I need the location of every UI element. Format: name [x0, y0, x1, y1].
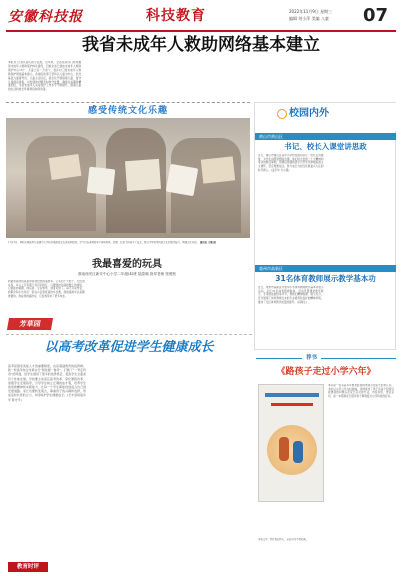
essay-teacher-label: 芳草园	[7, 318, 53, 330]
photo-banner	[6, 102, 250, 114]
newspaper-brand: 安徽科技报	[8, 9, 83, 25]
brief1-author: (孟宇华 方小强)	[270, 168, 290, 172]
masthead-rule	[6, 30, 396, 32]
feature-body: 高考是国家选拔人才的重要制度，也是基础教育的指挥棒。新一轮高考综合改革实行“两依据一参考”，打破了“一考定终身”的局面，给学生提供了更多的选择机会，促进学生全面而有个性地发展。学校要主动适应高考改革，深化课程改革，加强学生发展指导，引导学生树立正确的成才观，培养学生的创新精神和实践能力，让每一个学生都能找到适合自己的发展道路。家长也要转变观念，尊重孩子的兴趣和选择，形成家校共育的合力，共同呵护学生健康成长。	[8, 364, 86, 398]
feature-author: (长丰县杨庙中学 陈守平)	[8, 393, 86, 402]
photo-caption	[8, 241, 248, 255]
photo-craft-activity	[6, 118, 250, 238]
photo-credit: 通讯员 王刚 摄	[199, 241, 216, 244]
recommend-tag: 荐书	[302, 354, 321, 363]
craft-item	[125, 159, 161, 191]
recommend-body: 本书是一位有着多年教育经验的老师写给家长的育儿书。书中以小学六年为时间轴，详细讲述了孩子在每个阶段可能遇到的问题以及家长应对的方法，内容实用，语言亲切，是一本帮助家长陪伴孩子顺利度过小学阶段的好书。	[328, 384, 394, 399]
essay-byline: 淮南西安区新安中心小学二年级(4)班 陆泰翰 指导老师 张俊松	[77, 272, 177, 276]
feature-column-label: 教育时评	[8, 562, 48, 572]
brief2-title: 31名体育教师展示教学基本功	[275, 274, 376, 283]
masthead	[6, 5, 396, 29]
brief1-category: 黄山市黄山区	[255, 133, 396, 140]
feature-header	[6, 334, 252, 360]
campus-logo-icon	[277, 109, 287, 119]
photo-caption-text: 11月3日，阜阳市颍泉区行流镇中心学校开展传统文化进校园活动，学生们在老师指导下体验剪纸、泥塑、扎染等传统手工技艺，感受中华优秀传统文化的独特魅力，增强文化自信。	[8, 241, 200, 244]
brief1-title: 书记、校长入课堂讲思政	[284, 142, 367, 151]
craft-item	[49, 154, 82, 180]
craft-item	[166, 164, 198, 196]
brief2-columns	[258, 286, 393, 348]
photo-banner-title: 感受传统文化乐趣	[87, 106, 168, 116]
feature-columns	[8, 364, 252, 560]
craft-item	[201, 156, 235, 183]
page-number: 07	[363, 5, 389, 26]
section-title: 科技教育	[146, 8, 206, 24]
campus-label: 校园内外	[289, 108, 329, 119]
lead-body: 本报讯 记者从省民政厅获悉，近年来，全省民政部门持续推进未成年人救助保护体系建设，目前全省已建成未成年人救助保护中心16个、儿童之家一万余个，县乡村三级未成年人救助保护网络基本建立。各地民政部门坚持以儿童为中心，依托基层儿童督导员、儿童主任队伍，常态化开展困境儿童、留守儿童摸底排查，对发现的问题及时转介处置，确保关爱服务精准到位，全省未成年人关爱保护工作水平不断提升，困境儿童的生活和成长环境得到持续改善。	[8, 61, 82, 92]
brief2-category: 亳州市高新区	[255, 265, 396, 272]
campus-header	[255, 103, 396, 131]
essay-title: 我最喜爱的玩具	[92, 259, 162, 270]
recommend-tag-row	[256, 354, 396, 364]
brief1-columns	[258, 154, 393, 214]
lead-body-columns	[8, 61, 394, 101]
recommend-footnote: 本版文字、图片版权所有，未经许可不得转载。	[258, 538, 309, 541]
essay-columns	[8, 280, 248, 316]
feature-title: 以高考改革促进学生健康成长	[44, 340, 214, 355]
brief2-author: (闫海生)	[296, 300, 307, 304]
lead-headline: 我省未成年人救助网络基本建立	[82, 35, 320, 55]
campus-column	[254, 102, 396, 350]
brief2-body: 近日，亳州市高新区开展中小学体育教师教学基本功展示活动，全区31名体育教师参加。活动设置课堂教学展示、专项技能测试等环节，教师们精神饱满、展示充分，充分展现了体育教师扎实的专业素养和良好的精神风貌，推动了全区体育教学质量的提升。	[258, 286, 324, 304]
issue-date: 2022年11月9日 星期三	[289, 9, 333, 14]
book-cover	[258, 384, 324, 502]
essay-body: 我最喜爱的玩具是爸爸送给我的遥控车。它有四个大轮子，红色的车身，车头上还有两个亮闪闪的灯。只要我按动遥控器上的按钮，它就能向前跑、向后退、左右转弯，速度可快了。每天写完作业，我都会和小伙伴们一起在小区里玩遥控车比赛，我的遥控车总是跑得最快。我爱我的遥控车，它给我带来了很多快乐。	[8, 280, 85, 298]
editor-credits: 编辑 刘小萍 美编 八童	[289, 16, 329, 21]
recommend-title: 《路孩子走过小学六年》	[276, 367, 376, 377]
brief1-body: 近日，黄山市黄山区各中小学校党组织书记、校长走进课堂，为学生讲授思想政治课。他们结合党的二十大精神和身边的鲜活事例，用通俗易懂的语言引导学生厚植爱国主义情怀，坚定理想信念，努力成长为担当民族复兴大任的时代新人。	[258, 154, 324, 172]
craft-item	[87, 167, 116, 196]
recommend-section	[256, 352, 396, 570]
book-cover-illustration	[267, 425, 317, 475]
